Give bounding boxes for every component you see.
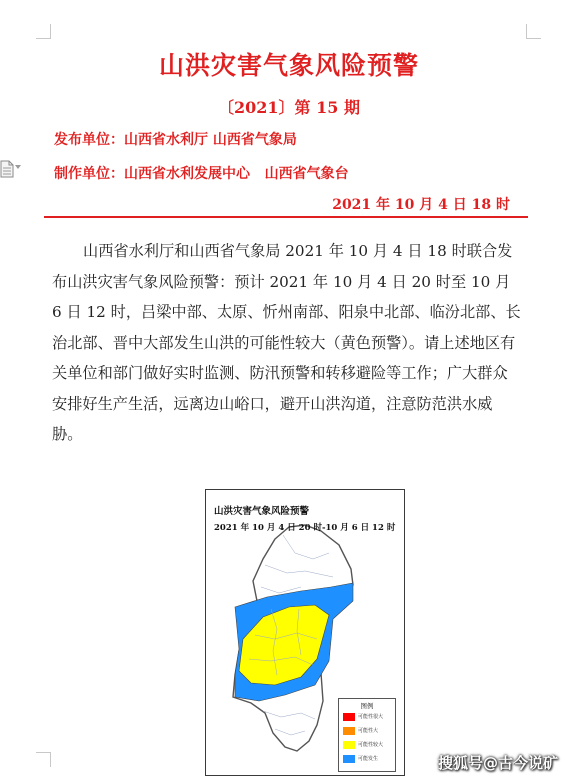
map-subtitle: 2021 年 10 月 4 日 20 时-10 月 6 日 12 时: [214, 523, 396, 533]
legend-swatch-blue: [343, 755, 355, 763]
red-divider: [44, 216, 528, 218]
document-title: 山洪灾害气象风险预警: [158, 51, 419, 80]
corner-mark: [36, 752, 51, 767]
legend-swatch-orange: [343, 727, 355, 735]
issuer-line: 发布单位：山西省水利厅 山西省气象局: [54, 132, 297, 148]
legend-label: 可能发生: [358, 756, 379, 762]
corner-mark: [526, 24, 541, 39]
legend-label: 可能性较大: [358, 742, 384, 748]
corner-mark: [36, 24, 51, 39]
chevron-down-icon[interactable]: [15, 165, 21, 169]
legend-swatch-red: [343, 713, 355, 721]
warning-body-text: 山西省水利厅和山西省气象局 2021 年 10 月 4 日 18 时联合发布山洪灾害气象风险预警：预计 2021 年 10 月 4 日 20 时至 10 月 6 日 12 时，吕梁中部、太原、忻州南部、阳泉中北部、临汾北部、长治北部、晋中大部发生山洪的可能性较大（黄色预警）。请上述地区有关单位和部门做好实时监测、防汛预警和转移避险等工作；广大群众安排好生产生活，远离边山峪口，避开山洪沟道，注意防范洪水威胁。: [52, 242, 521, 443]
issue-number: 〔2021〕第 15 期: [218, 98, 360, 117]
producer-line: 制作单位：山西省水利发展中心 山西省气象台: [54, 166, 349, 182]
map-title: 山洪灾害气象风险预警: [214, 506, 310, 517]
legend-swatch-yellow: [343, 741, 355, 749]
legend-title: 图例: [360, 702, 374, 710]
document-icon[interactable]: [0, 160, 14, 178]
legend-label: 可能性很大: [358, 714, 384, 720]
map-legend: [338, 698, 396, 772]
legend-label: 可能性大: [358, 728, 379, 734]
issue-date: 2021 年 10 月 4 日 18 时: [332, 197, 510, 213]
watermark: 搜狐号@古今说矿: [438, 754, 559, 772]
